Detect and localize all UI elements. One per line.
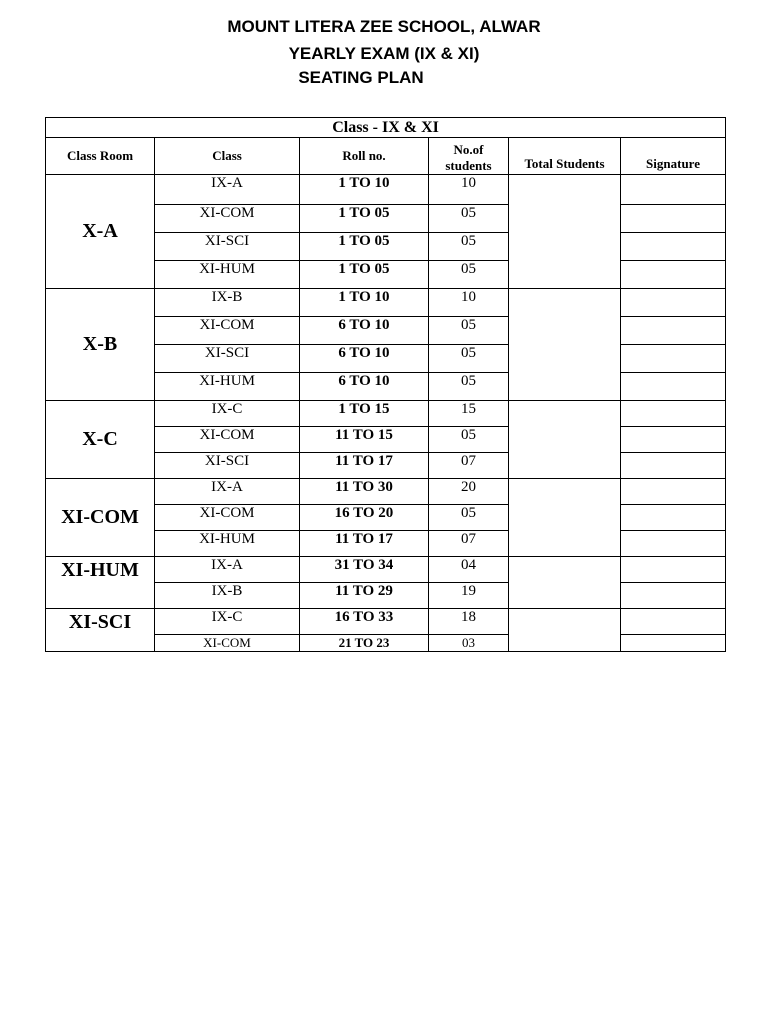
signature-cell <box>621 261 726 289</box>
students-cell: 05 <box>429 427 509 453</box>
class-cell: XI-HUM <box>155 531 300 557</box>
class-cell: IX-C <box>155 609 300 635</box>
students-cell: 20 <box>429 479 509 505</box>
table-row <box>46 557 726 583</box>
students-cell: 05 <box>429 205 509 233</box>
table-caption: Class - IX & XI <box>46 118 726 138</box>
total-students-cell <box>509 609 621 652</box>
class-cell: IX-A <box>155 175 300 205</box>
class-cell: IX-B <box>155 289 300 317</box>
col-header-students-line2: students <box>445 158 492 173</box>
col-header-total-students: Total Students <box>509 138 621 175</box>
signature-cell <box>621 317 726 345</box>
roll-cell: 1 TO 05 <box>300 261 429 289</box>
class-cell: XI-SCI <box>155 233 300 261</box>
class-cell: XI-HUM <box>155 261 300 289</box>
roll-cell: 31 TO 34 <box>300 557 429 583</box>
class-cell: XI-COM <box>155 505 300 531</box>
class-cell: IX-B <box>155 583 300 609</box>
students-cell: 19 <box>429 583 509 609</box>
total-students-cell <box>509 557 621 609</box>
roll-cell: 6 TO 10 <box>300 345 429 373</box>
roll-cell: 16 TO 33 <box>300 609 429 635</box>
table-row <box>46 609 726 635</box>
students-cell: 07 <box>429 531 509 557</box>
total-students-cell <box>509 175 621 289</box>
table-row <box>46 289 726 317</box>
students-cell: 10 <box>429 175 509 205</box>
col-header-no-of-students <box>429 138 509 175</box>
students-cell: 05 <box>429 261 509 289</box>
students-cell: 07 <box>429 453 509 479</box>
signature-cell <box>621 635 726 652</box>
roll-cell: 21 TO 23 <box>300 635 429 652</box>
signature-cell <box>621 233 726 261</box>
signature-cell <box>621 401 726 427</box>
roll-cell: 11 TO 15 <box>300 427 429 453</box>
class-room-cell: X-B <box>46 289 155 401</box>
total-students-cell <box>509 401 621 479</box>
students-cell: 05 <box>429 233 509 261</box>
col-header-roll-no: Roll no. <box>300 138 429 175</box>
class-cell: XI-COM <box>155 317 300 345</box>
class-room-cell: XI-HUM <box>46 557 155 609</box>
signature-cell <box>621 345 726 373</box>
total-students-cell <box>509 289 621 401</box>
students-cell: 03 <box>429 635 509 652</box>
class-cell: XI-COM <box>155 205 300 233</box>
signature-cell <box>621 373 726 401</box>
roll-cell: 11 TO 17 <box>300 531 429 557</box>
class-room-cell: XI-COM <box>46 479 155 557</box>
students-cell: 15 <box>429 401 509 427</box>
class-cell: IX-A <box>155 479 300 505</box>
students-cell: 18 <box>429 609 509 635</box>
signature-cell <box>621 557 726 583</box>
students-cell: 05 <box>429 317 509 345</box>
students-cell: 04 <box>429 557 509 583</box>
col-header-class-room: Class Room <box>46 138 155 175</box>
signature-cell <box>621 453 726 479</box>
signature-cell <box>621 427 726 453</box>
seating-plan-table <box>45 117 726 652</box>
roll-cell: 1 TO 05 <box>300 205 429 233</box>
signature-cell <box>621 609 726 635</box>
class-cell: XI-HUM <box>155 373 300 401</box>
total-students-cell <box>509 479 621 557</box>
class-cell: XI-SCI <box>155 453 300 479</box>
roll-cell: 11 TO 17 <box>300 453 429 479</box>
students-cell: 05 <box>429 505 509 531</box>
exam-title: YEARLY EXAM (IX & XI) <box>288 44 480 63</box>
students-cell: 05 <box>429 373 509 401</box>
roll-cell: 11 TO 30 <box>300 479 429 505</box>
signature-cell <box>621 205 726 233</box>
plan-title: SEATING PLAN <box>298 68 424 87</box>
table-row <box>46 175 726 205</box>
roll-cell: 1 TO 10 <box>300 175 429 205</box>
table-row <box>46 479 726 505</box>
col-header-students-line1: No.of <box>453 142 484 157</box>
school-name: MOUNT LITERA ZEE SCHOOL, ALWAR <box>227 17 541 36</box>
roll-cell: 1 TO 10 <box>300 289 429 317</box>
students-cell: 05 <box>429 345 509 373</box>
class-cell: XI-COM <box>155 427 300 453</box>
roll-cell: 11 TO 29 <box>300 583 429 609</box>
roll-cell: 16 TO 20 <box>300 505 429 531</box>
class-room-cell: X-A <box>46 175 155 289</box>
class-cell: XI-SCI <box>155 345 300 373</box>
class-room-cell: X-C <box>46 401 155 479</box>
class-room-cell: XI-SCI <box>46 609 155 652</box>
signature-cell <box>621 505 726 531</box>
students-cell: 10 <box>429 289 509 317</box>
roll-cell: 6 TO 10 <box>300 317 429 345</box>
table-row <box>46 401 726 427</box>
class-cell: IX-A <box>155 557 300 583</box>
signature-cell <box>621 583 726 609</box>
roll-cell: 1 TO 15 <box>300 401 429 427</box>
roll-cell: 1 TO 05 <box>300 233 429 261</box>
roll-cell: 6 TO 10 <box>300 373 429 401</box>
signature-cell <box>621 289 726 317</box>
col-header-class: Class <box>155 138 300 175</box>
signature-cell <box>621 531 726 557</box>
col-header-signature: Signature <box>621 138 726 175</box>
class-cell: IX-C <box>155 401 300 427</box>
class-cell: XI-COM <box>155 635 300 652</box>
signature-cell <box>621 175 726 205</box>
signature-cell <box>621 479 726 505</box>
